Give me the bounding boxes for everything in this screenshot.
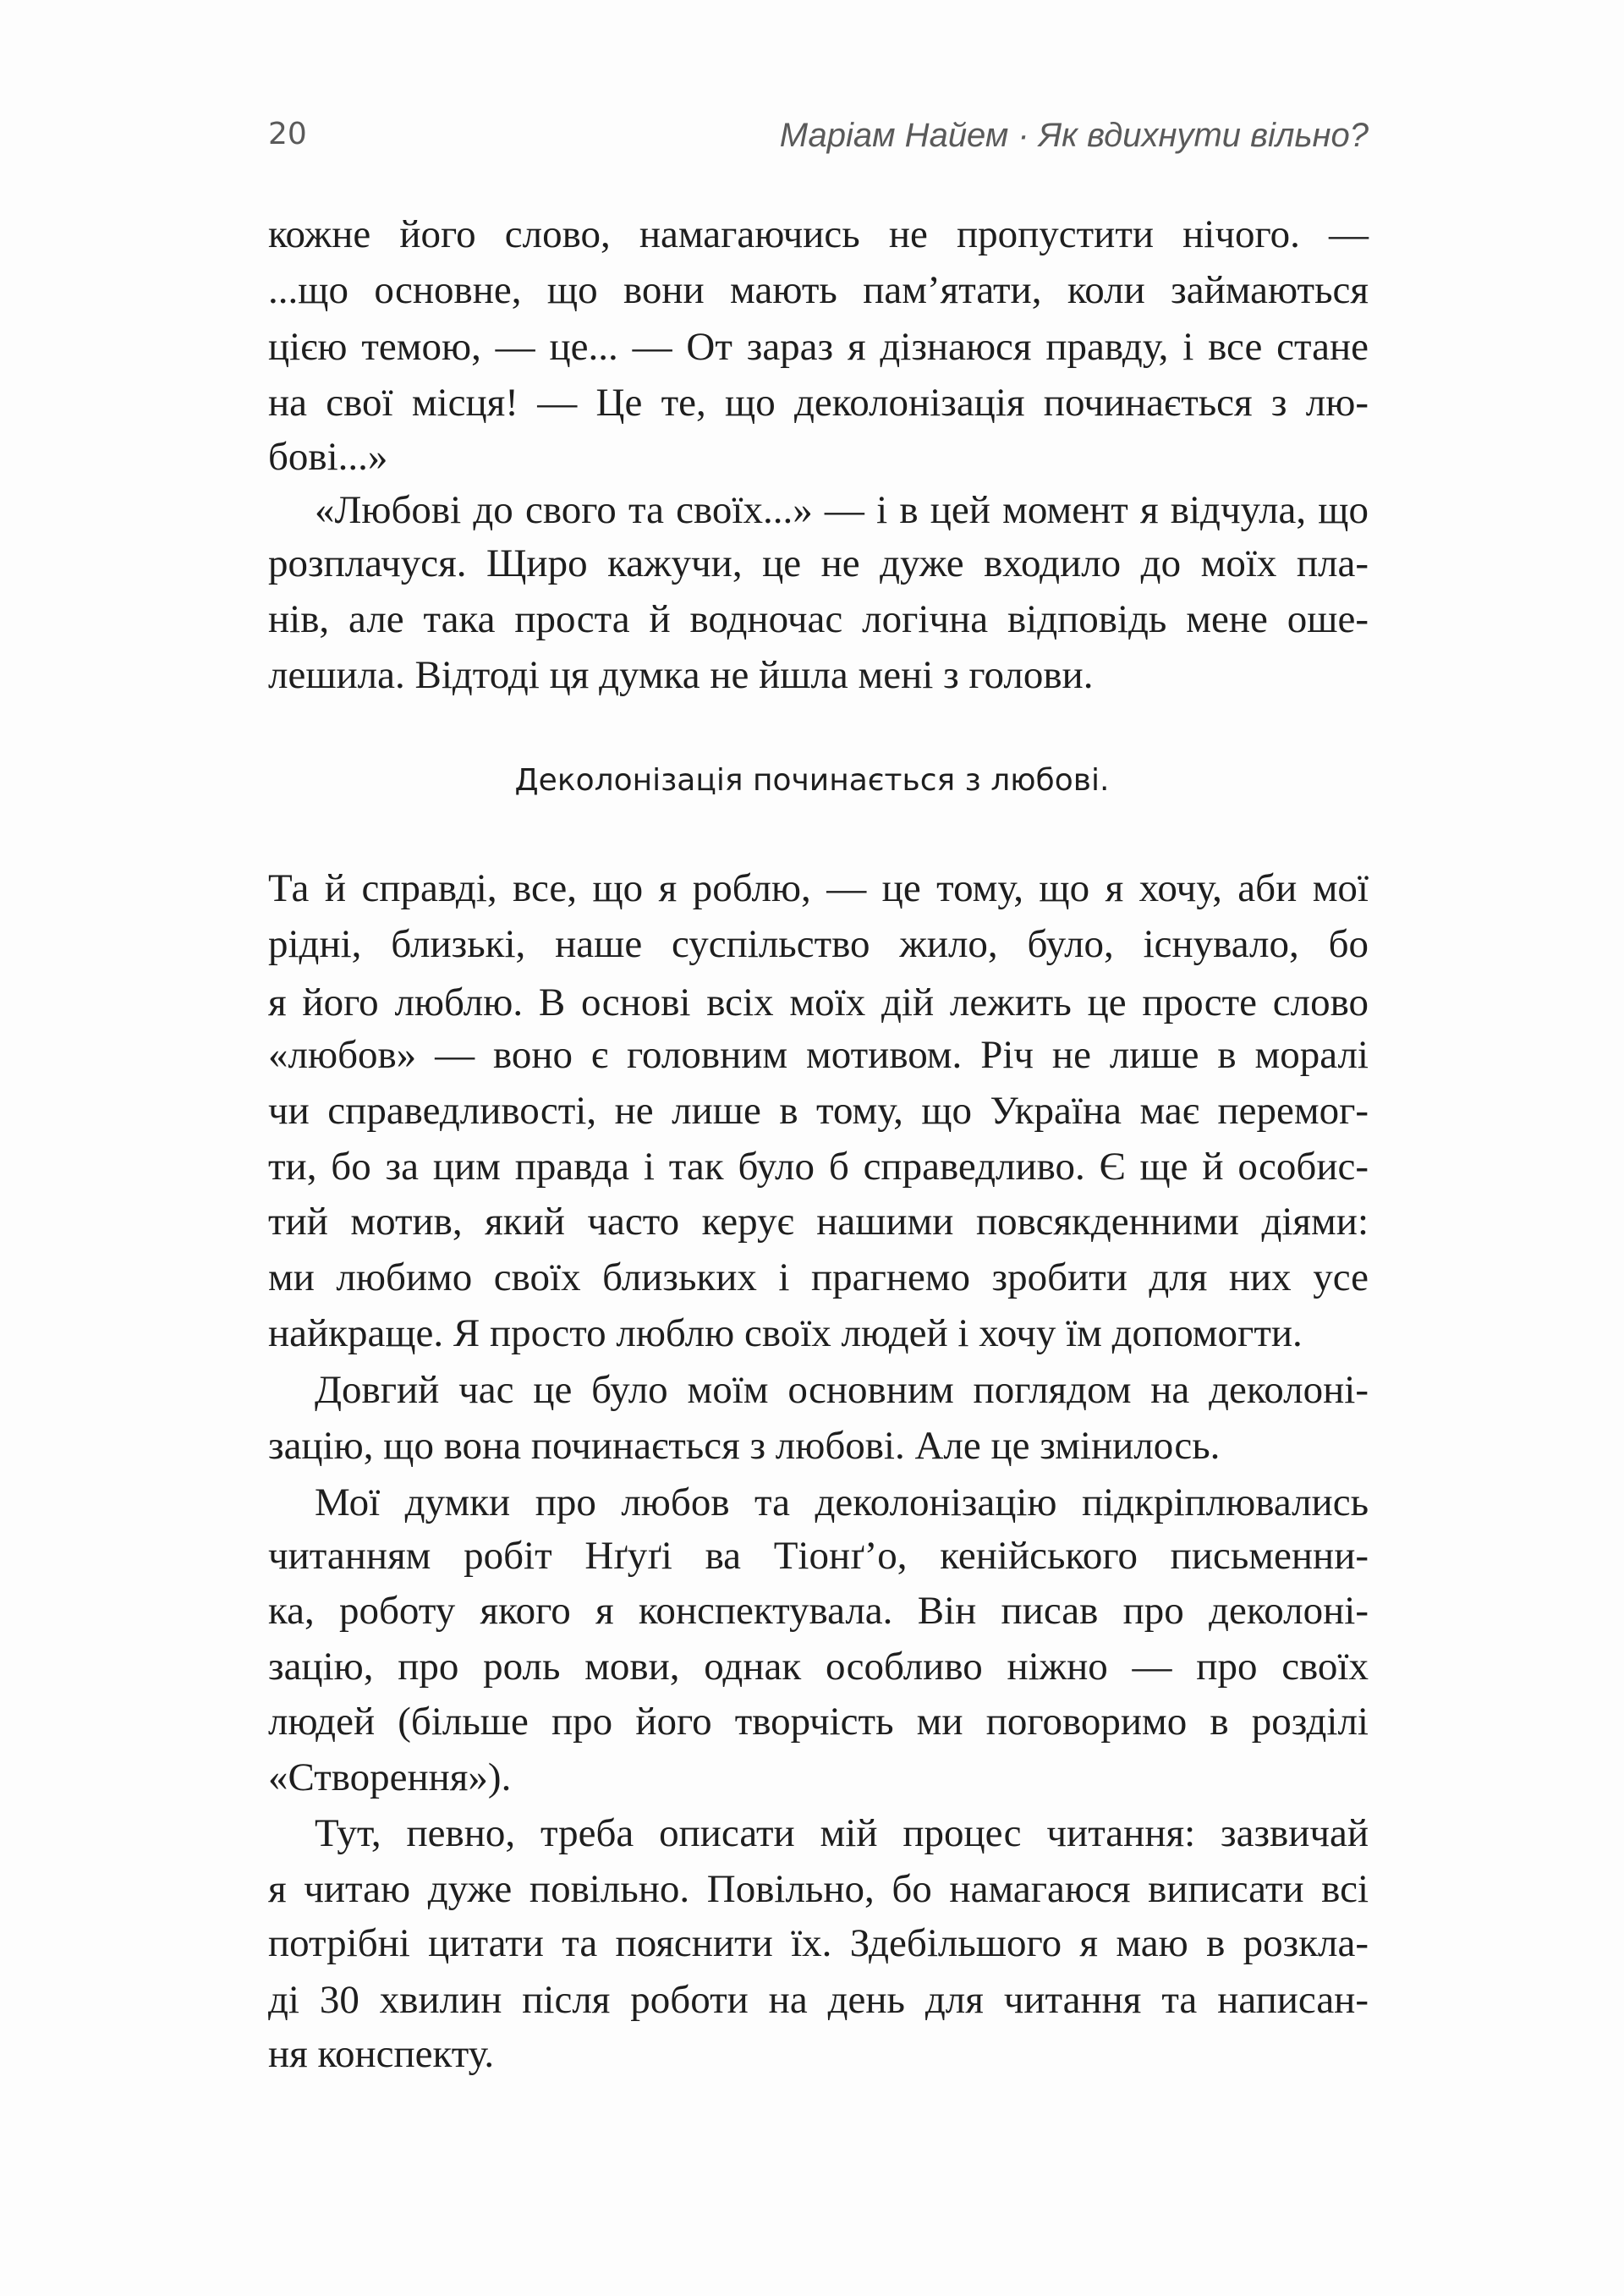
text-line: найкраще. Я просто люблю своїх людей і хочу їм допомогти. <box>268 1311 1303 1355</box>
text-line: людей (більше про його творчість ми поговоримо в розділі <box>268 1700 1369 1744</box>
text-line: розплачуся. Щиро кажучи, це не дуже входило до моїх пла- <box>268 541 1369 585</box>
text-line: ка, роботу якого я конспектувала. Він писав про деколоні- <box>268 1589 1369 1633</box>
text-line: Тут, певно, треба описати мій процес читання: зазвичай <box>315 1811 1369 1855</box>
page-number: 20 <box>268 117 307 151</box>
text-line: «Любові до свого та своїх...» — і в цей момент я відчула, що <box>315 488 1369 532</box>
text-line: Мої думки про любов та деколонізацію підкріплювались <box>315 1480 1369 1524</box>
text-line: читанням робіт Нґуґі ва Тіонґ’о, кенійського письменни- <box>268 1534 1369 1578</box>
text-line: я його люблю. В основі всіх моїх дій лежить це просте слово <box>268 980 1369 1024</box>
text-line: ти, бо за цим правда і так було б справедливо. Є ще й особис- <box>268 1145 1369 1189</box>
text-line: я читаю дуже повільно. Повільно, бо намагаюся виписати всі <box>268 1867 1369 1911</box>
text-line: Та й справді, все, що я роблю, — це тому, що я хочу, аби мої <box>268 866 1369 910</box>
text-line: ня конспекту. <box>268 2032 495 2076</box>
text-line: ...що основне, що вони мають пам’ятати, коли займаються <box>268 268 1369 312</box>
text-line: цією темою, — це... — От зараз я дізнаюся правду, і все стане <box>268 325 1369 369</box>
text-line: кожне його слово, намагаючись не пропустити нічого. — <box>268 212 1369 256</box>
text-line: потрібні цитати та пояснити їх. Здебільшого я маю в розкла- <box>268 1921 1369 1965</box>
text-line: зацію, що вона починається з любові. Але це змінилось. <box>268 1424 1221 1468</box>
text-line: чи справедливості, не лише в тому, що Україна має перемог- <box>268 1089 1369 1133</box>
text-line: тий мотив, який часто керує нашими повсякденними діями: <box>268 1200 1369 1244</box>
text-line: рідні, близькі, наше суспільство жило, було, існувало, бо <box>268 922 1369 966</box>
text-line: ми любимо своїх близьких і прагнемо зробити для них усе <box>268 1255 1369 1299</box>
running-title: Маріам Найем · Як вдихнути вільно? <box>779 117 1369 154</box>
text-line: ді 30 хвилин після роботи на день для читання та написан- <box>268 1978 1369 2022</box>
text-line: Довгий час це було моїм основним поглядом на деколоні- <box>315 1368 1369 1412</box>
text-line: «любов» — воно є головним мотивом. Річ не лише в моралі <box>268 1033 1369 1077</box>
section-heading: Деколонізація починається з любові. <box>514 763 1110 798</box>
text-line: «Створення»). <box>268 1755 512 1799</box>
text-line: на свої місця! — Це те, що деколонізація починається з лю- <box>268 381 1369 425</box>
text-line: зацію, про роль мови, однак особливо ніжно — про своїх <box>268 1645 1369 1689</box>
text-line: лешила. Відтоді ця думка не йшла мені з голови. <box>268 653 1094 697</box>
text-line: нів, але така проста й водночас логічна відповідь мене оше- <box>268 597 1369 641</box>
text-line: бові...» <box>268 435 388 479</box>
